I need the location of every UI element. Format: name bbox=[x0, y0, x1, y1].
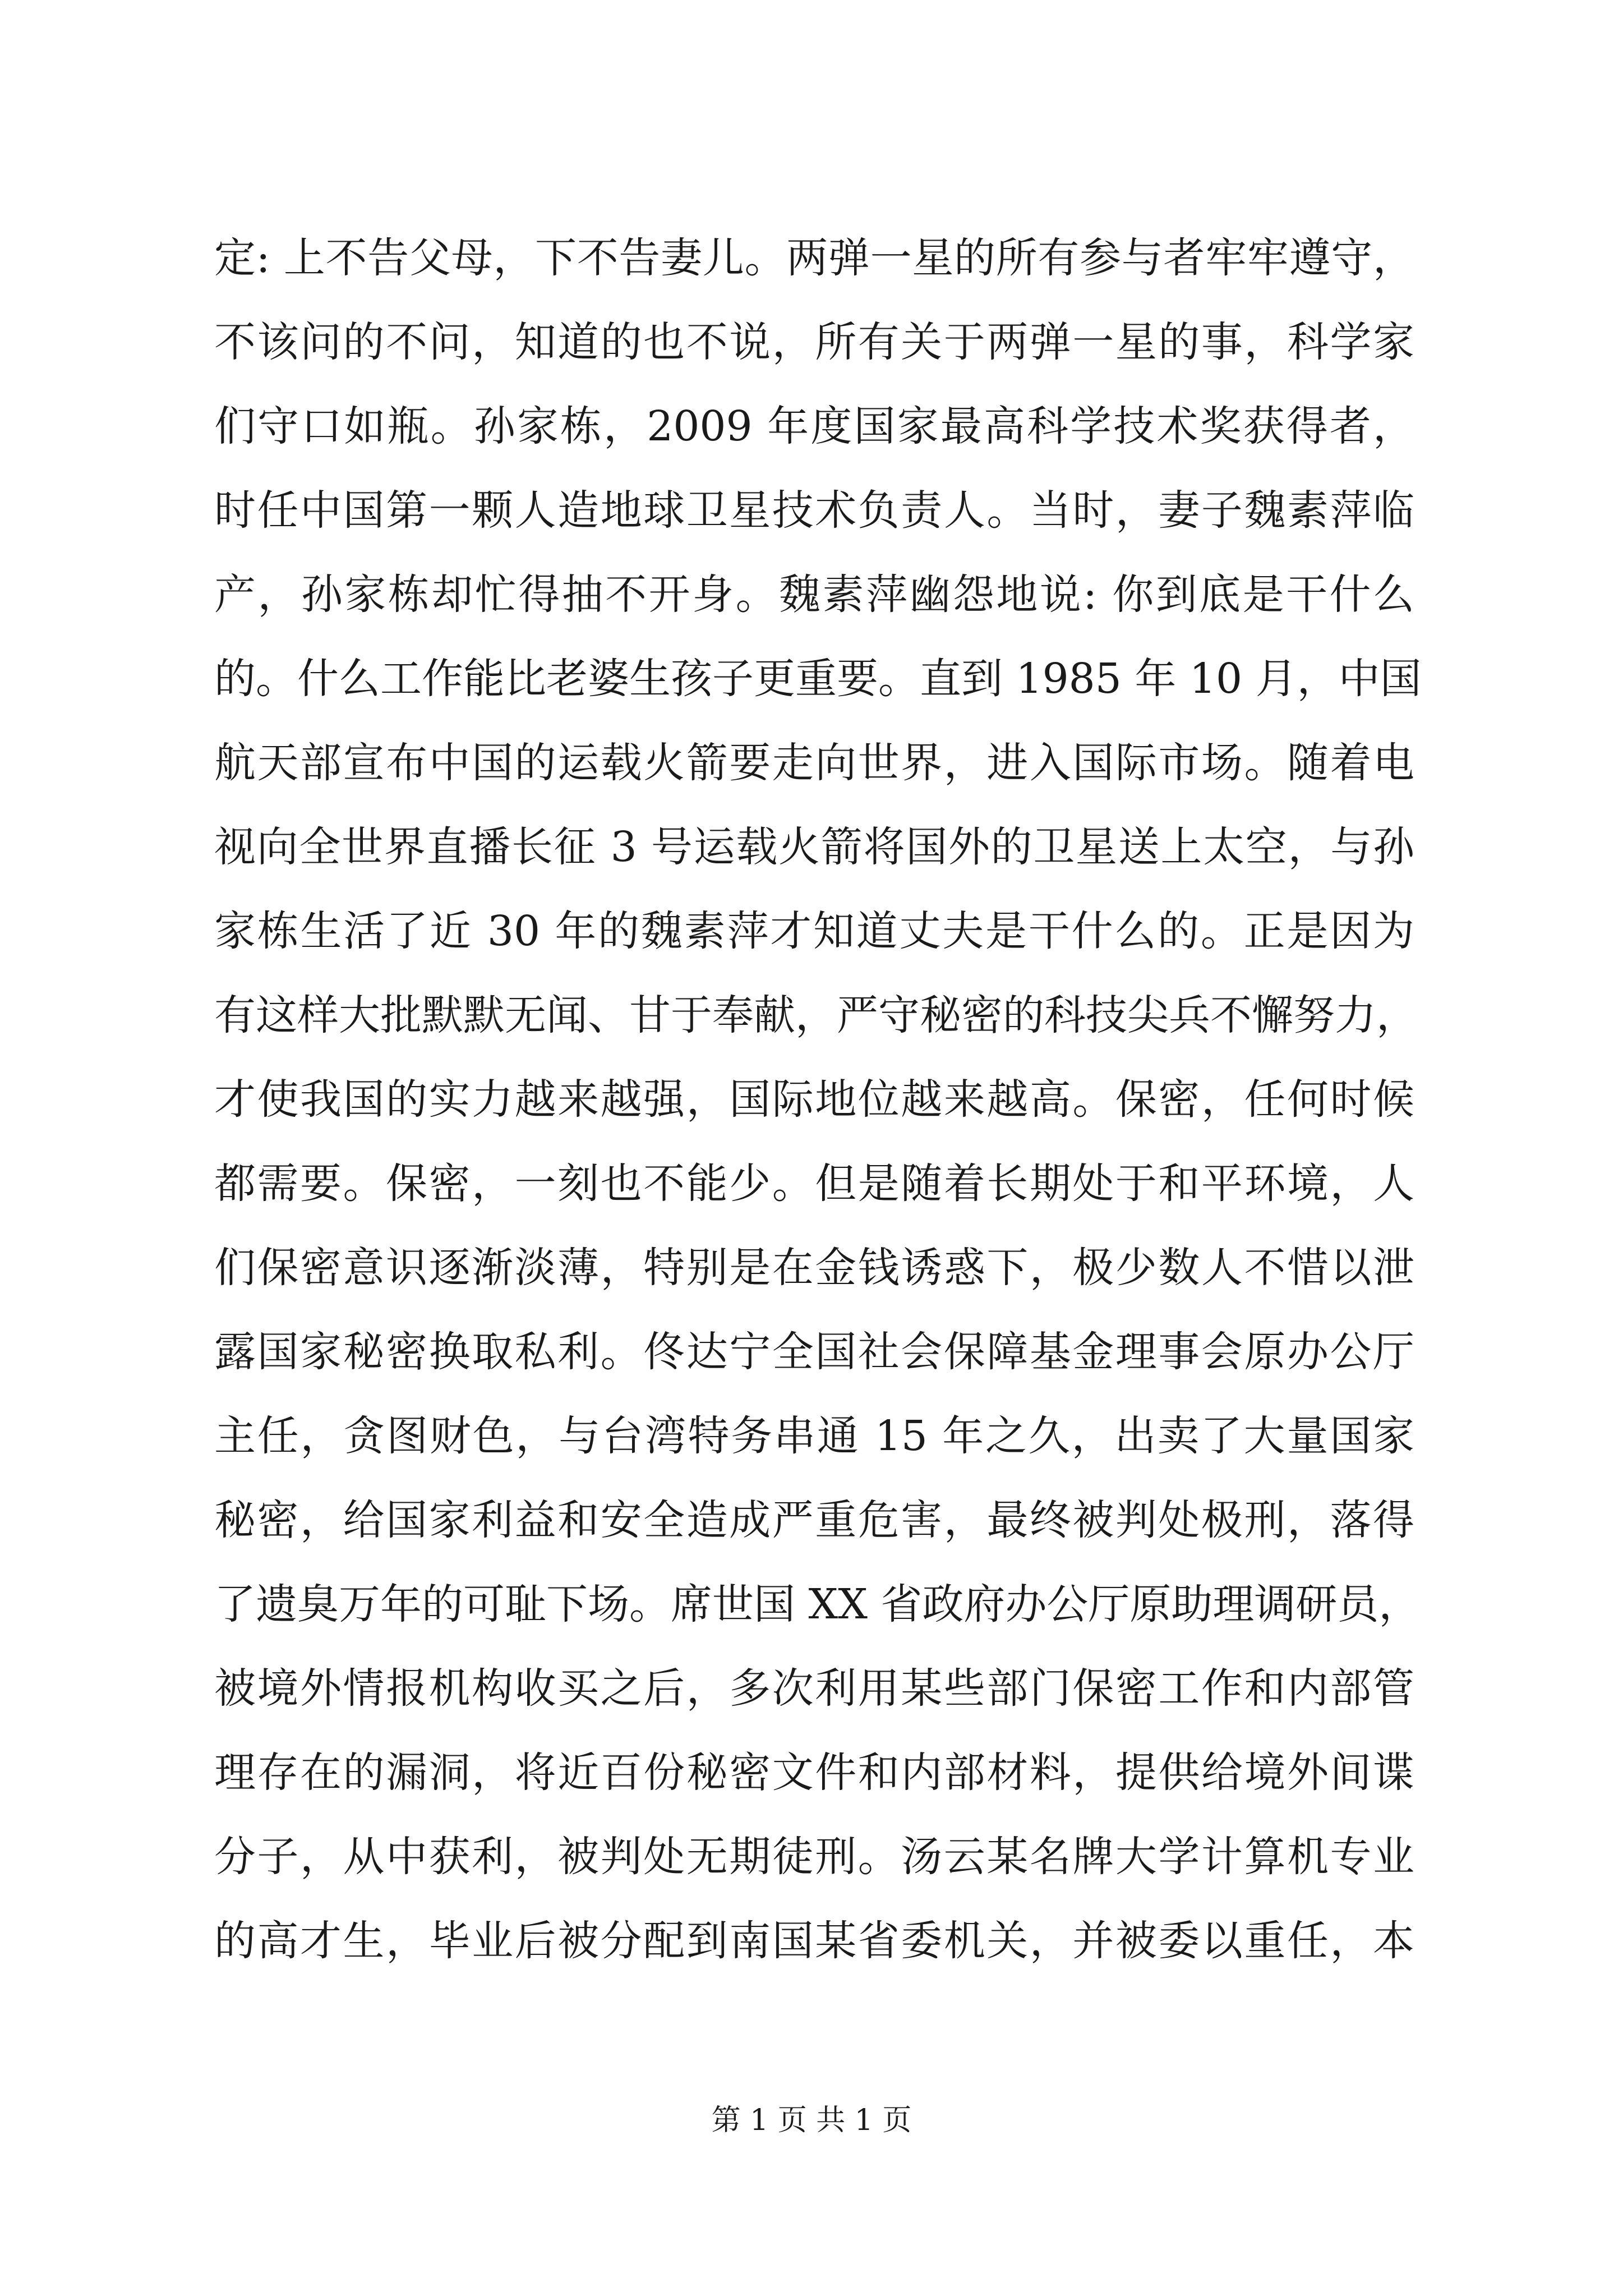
text-line: 时任中国第一颗人造地球卫星技术负责人。当时，妻子魏素萍临 bbox=[214, 486, 1414, 535]
text-line: 的。什么工作能比老婆生孩子更重要。直到 1985 年 10 月，中国 bbox=[214, 655, 1422, 703]
text-line: 的高才生，毕业后被分配到南国某省委机关，并被委以重任，本 bbox=[214, 1917, 1414, 1965]
text-line: 视向全世界直播长征 3 号运载火箭将国外的卫星送上太空，与孙 bbox=[214, 823, 1414, 871]
text-line: 都需要。保密，一刻也不能少。但是随着长期处于和平环境，人 bbox=[214, 1159, 1414, 1208]
text-line: 理存在的漏洞，将近百份秘密文件和内部材料，提供给境外间谍 bbox=[214, 1749, 1414, 1797]
text-line: 们保密意识逐渐淡薄，特别是在金钱诱惑下，极少数人不惜以泄 bbox=[214, 1244, 1414, 1292]
text-line: 产，孙家栋却忙得抽不开身。魏素萍幽怨地说: 你到底是干什么 bbox=[214, 570, 1414, 619]
page-footer: 第 1 页 共 1 页 bbox=[711, 2104, 912, 2137]
text-line: 才使我国的实力越来越强，国际地位越来越高。保密，任何时候 bbox=[214, 1075, 1414, 1124]
text-line: 们守口如瓶。孙家栋，2009 年度国家最高科学技术奖获得者， bbox=[214, 402, 1414, 450]
text-line: 航天部宣布中国的运载火箭要走向世界，进入国际市场。随着电 bbox=[214, 739, 1414, 787]
text-line: 露国家秘密换取私利。佟达宁全国社会保障基金理事会原办公厅 bbox=[214, 1328, 1414, 1376]
text-line: 主任，贪图财色，与台湾特务串通 15 年之久，出卖了大量国家 bbox=[214, 1412, 1414, 1460]
text-line: 定: 上不告父母，下不告妻儿。两弹一星的所有参与者牢牢遵守， bbox=[214, 234, 1414, 282]
text-line: 秘密，给国家利益和安全造成严重危害，最终被判处极刑，落得 bbox=[214, 1496, 1414, 1544]
text-line: 了遗臭万年的可耻下场。席世国 XX 省政府办公厅原助理调研员， bbox=[214, 1580, 1421, 1628]
text-line: 分子，从中获利，被判处无期徒刑。汤云某名牌大学计算机专业 bbox=[214, 1833, 1414, 1881]
text-line: 家栋生活了近 30 年的魏素萍才知道丈夫是干什么的。正是因为 bbox=[214, 907, 1414, 955]
text-line: 被境外情报机构收买之后，多次利用某些部门保密工作和内部管 bbox=[214, 1664, 1414, 1713]
text-line: 不该问的不问，知道的也不说，所有关于两弹一星的事，科学家 bbox=[214, 318, 1414, 366]
text-line: 有这样大批默默无闻、甘于奉献，严守秘密的科技尖兵不懈努力， bbox=[214, 991, 1418, 1039]
